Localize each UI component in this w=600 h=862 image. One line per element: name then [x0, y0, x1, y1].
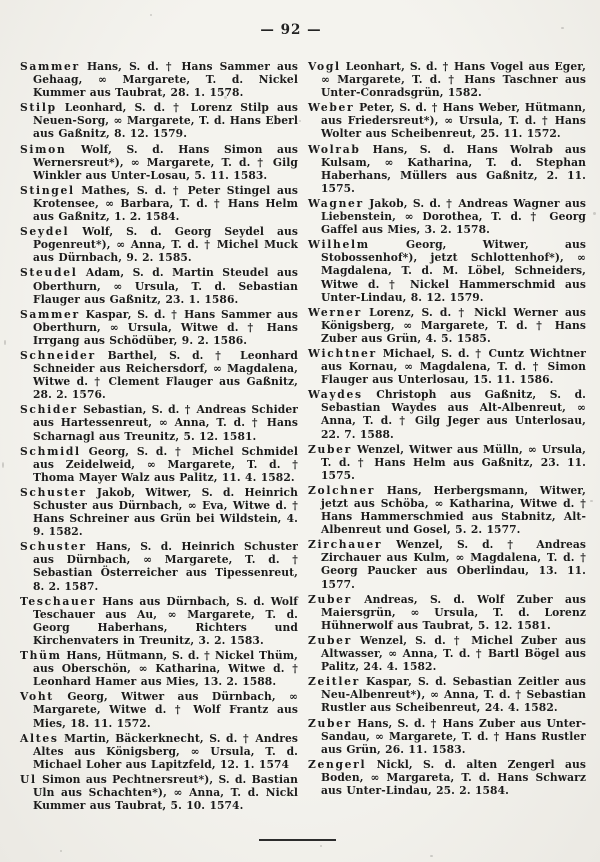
entry-details: Peter, S. d. † Hans Weber, Hütmann, aus Friedersreut*), ∞ Ursula, T. d. † Hans Wolter aus Scheibenreut, 25. 11. 1572.: [321, 101, 586, 141]
register-entry: [20, 266, 298, 305]
section-divider-rule: [259, 839, 336, 841]
scan-artifact: [224, 96, 227, 99]
register-entry: [308, 593, 586, 632]
register-entry: [308, 443, 586, 482]
entry-details: Hans, S. d. Hans Wolrab aus Kulsam, ∞ Katharina, T. d. Stephan Haberhans, Müllers aus Gaßnitz, 2. 11. 1575.: [321, 142, 586, 195]
register-entry: [308, 484, 586, 536]
register-entry: [308, 306, 586, 345]
register-entry: [20, 445, 298, 484]
entry-surname: Teschauer: [20, 594, 97, 608]
entry-surname: Stingel: [20, 183, 75, 197]
register-column-right: [308, 60, 586, 814]
entry-surname: Schuster: [20, 485, 87, 499]
register-entry: [308, 197, 586, 236]
register-entry: [308, 238, 586, 303]
entry-surname: Zuber: [308, 442, 352, 456]
entry-details: Wenzel, Witwer aus Mülln, ∞ Ursula, T. d. † Hans Helm aus Gaßnitz, 23. 11. 1575.: [321, 442, 586, 482]
entry-details: Hans aus Dürnbach, S. d. Wolf Teschauer aus Au, ∞ Margarete, T. d. Georg Haberhans, Richters und Kirchenvaters in Treunitz, 3. 2. 1583.: [33, 594, 299, 647]
entry-surname: Sammer: [20, 60, 80, 73]
entry-details: Wolf, S. d. Georg Seydel aus Pogenreut*), ∞ Anna, T. d. † Michel Muck aus Dürnbach, 9. 2. 1585.: [33, 225, 298, 265]
register-column-left: [20, 60, 298, 814]
entry-surname: Weber: [308, 101, 355, 115]
entry-details: Lorenz, S. d. † Nickl Werner aus Königsberg, ∞ Margarete, T. d. † Hans Zuber aus Grün, 4. 5. 1585.: [321, 305, 586, 345]
entry-surname: Sammer: [20, 307, 80, 321]
scan-artifact: [593, 212, 596, 215]
entry-details: Hans, S. d. † Hans Zuber aus Unter-Sandau, ∞ Margarete, T. d. † Hans Rustler aus Grün, 26. 11. 1583.: [321, 716, 587, 756]
register-entry: [308, 538, 586, 590]
entry-details: Leonhard, S. d. † Lorenz Stilp aus Neuen-Sorg, ∞ Margarete, T. d. Hans Eberl aus Gaßnitz, 8. 12. 1579.: [33, 101, 298, 141]
register-entry: [20, 403, 298, 442]
scan-artifact: [299, 120, 301, 122]
entry-details: Georg, S. d. † Michel Schmidel aus Zeidelweid, ∞ Margarete, T. d. † Thoma Mayer Walz aus Palitz, 11. 4. 1582.: [33, 444, 298, 484]
entry-surname: Zuber: [308, 633, 352, 647]
entry-details: Christoph aus Gaßnitz, S. d. Sebastian Waydes aus Alt-Albenreut, ∞ Anna, T. d. † Gilg Jeger aus Unterlosau, 22. 7. 1588.: [321, 388, 587, 441]
entry-surname: Stilp: [20, 101, 57, 115]
entry-surname: Voht: [20, 690, 54, 704]
entry-details: Martin, Bäckerknecht, S. d. † Andres Altes aus Königsberg, ∞ Ursula, T. d. Michael Loher aus Lapitzfeld, 12. 1. 1574: [33, 731, 298, 771]
entry-surname: Zuber: [308, 592, 352, 606]
register-entry: [20, 595, 298, 647]
scan-artifact: [4, 340, 6, 345]
register-entry: [308, 347, 586, 386]
register-entry: [308, 60, 586, 99]
register-entry: [20, 184, 298, 223]
register-entry: [20, 143, 298, 182]
entry-surname: Zolchner: [308, 483, 376, 497]
scan-artifact: [320, 845, 322, 847]
scan-artifact: [590, 500, 593, 502]
entry-surname: Zengerl: [308, 757, 367, 771]
scan-artifact: [2, 462, 4, 468]
register-entry: [308, 758, 586, 797]
entry-details: Wenzel, S. d. † Andreas Zirchauer aus Kulm, ∞ Magdalena, T. d. † Georg Paucker aus Oberlindau, 13. 11. 1577.: [321, 538, 586, 591]
entry-details: Kaspar, S. d. Sebastian Zeitler aus Neu-Albenreut*), ∞ Anna, T. d. † Sebastian Rustler aus Scheibenreut, 24. 4. 1582.: [321, 675, 587, 715]
entry-surname: Waydes: [308, 388, 363, 402]
entry-details: Simon aus Pechtnersreut*), S. d. Bastian Uln aus Schachten*), ∞ Anna, T. d. Nickl Kummer aus Taubrat, 5. 10. 1574.: [33, 772, 298, 813]
scan-artifact: [430, 855, 433, 857]
register-entry: [20, 225, 298, 264]
entry-details: Hans, S. d. Heinrich Schuster aus Dürnbach, ∞ Margarete, T. d. † Sebastian Österreicher aus Tipessenreut, 8. 2. 1587.: [33, 540, 298, 593]
entry-details: Hans, Hütmann, S. d. † Nickel Thüm, aus Oberschön, ∞ Katharina, Witwe d. † Leonhard Hamer aus Mies, 13. 2. 1588.: [33, 649, 299, 689]
entry-details: Nickl, S. d. alten Zengerl aus Boden, ∞ Margareta, T. d. Hans Schwarz aus Unter-Lindau, 25. 2. 1584.: [321, 757, 586, 797]
scan-artifact: [60, 850, 62, 852]
scan-artifact: [150, 14, 152, 16]
entry-surname: Seydel: [20, 225, 70, 239]
register-entry: [308, 634, 586, 673]
entry-details: Hans, Herbergsmann, Witwer, jetzt aus Schöba, ∞ Katharina, Witwe d. † Hans Hammerschmied aus Stabnitz, Alt-Albenreut und Gosel, 5. 2. 1577.: [321, 483, 586, 537]
entry-surname: Schmidl: [20, 444, 81, 458]
entry-surname: Wilhelm: [308, 238, 370, 252]
entry-details: Georg, Witwer, aus Stobossenhof*), jetzt Schlottenhof*), ∞ Magdalena, T. d. M. Löbel, Schneiders, Witwe d. † Nickel Hammerschmid aus Unter-Lindau, 8. 12. 1579.: [321, 238, 586, 304]
register-columns: [20, 60, 586, 814]
entry-surname: Schider: [20, 403, 78, 417]
entry-details: Andreas, S. d. Wolf Zuber aus Maiersgrün, ∞ Ursula, T. d. Lorenz Hühnerwolf aus Taubrat, 5. 12. 1581.: [321, 592, 586, 632]
entry-details: Sebastian, S. d. † Andreas Schider aus Hartessenreut, ∞ Anna, T. d. † Hans Scharnagl aus Treunitz, 5. 12. 1581.: [33, 403, 298, 443]
entry-surname: Thüm: [20, 649, 62, 663]
register-entry: [20, 773, 298, 812]
entry-surname: Vogl: [308, 60, 341, 73]
register-entry: [308, 101, 586, 140]
entry-surname: Simon: [20, 142, 67, 156]
entry-surname: Schuster: [20, 540, 87, 554]
scan-artifact: [488, 88, 490, 90]
register-entry: [20, 101, 298, 140]
entry-details: Michael, S. d. † Cuntz Wichtner aus Kornau, ∞ Magdalena, T. d. † Simon Flauger aus Unterlosau, 15. 11. 1586.: [321, 346, 586, 387]
entry-details: Wenzel, S. d. † Michel Zuber aus Altwasser, ∞ Anna, T. d. † Bartl Bögel aus Palitz, 24. 4. 1582.: [321, 633, 586, 674]
entry-details: Leonhart, S. d. † Hans Vogel aus Eger, ∞ Margarete, T. d. † Hans Taschner aus Unter-Conradsgrün, 1582.: [321, 60, 586, 100]
entry-details: Wolf, S. d. Hans Simon aus Wernersreut*), ∞ Margarete, T. d. † Gilg Winkler aus Unter-Losau, 5. 11. 1583.: [33, 142, 298, 182]
entry-details: Barthel, S. d. † Leonhard Schneider aus Reichersdorf, ∞ Magdalena, Witwe d. † Clement Flauger aus Gaßnitz, 28. 2. 1576.: [33, 348, 298, 402]
entry-surname: Schneider: [20, 348, 96, 362]
entry-surname: Altes: [20, 731, 59, 745]
register-entry: [20, 649, 298, 688]
entry-surname: Werner: [308, 305, 362, 319]
register-entry: [20, 540, 298, 592]
entry-surname: Zirchauer: [308, 538, 383, 552]
entry-details: Hans, S. d. † Hans Sammer aus Gehaag, ∞ Margarete, T. d. Nickel Kummer aus Taubrat, 28. 1. 1578.: [33, 60, 298, 100]
entry-details: Jakob, Witwer, S. d. Heinrich Schuster aus Dürnbach, ∞ Eva, Witwe d. † Hans Schreiner aus Grün bei Wildstein, 4. 9. 1582.: [33, 485, 298, 539]
entry-details: Jakob, S. d. † Andreas Wagner aus Liebenstein, ∞ Dorothea, T. d. † Georg Gaffel aus Mies, 3. 2. 1578.: [321, 196, 587, 237]
register-entry: [20, 486, 298, 538]
entry-details: Kaspar, S. d. † Hans Sammer aus Oberthurn, ∞ Ursula, Witwe d. † Hans Irrgang aus Schödüber, 9. 2. 1586.: [33, 307, 298, 347]
register-entry: [308, 388, 586, 440]
entry-surname: Wichtner: [308, 346, 377, 360]
entry-surname: Steudel: [20, 266, 78, 280]
register-entry: [20, 60, 298, 99]
register-entry: [308, 675, 586, 714]
register-entry: [20, 349, 298, 401]
scan-artifact: [561, 27, 564, 29]
entry-surname: Wolrab: [308, 142, 361, 156]
register-entry: [308, 143, 586, 195]
entry-details: Georg, Witwer aus Dürnbach, ∞ Margarete, Witwe d. † Wolf Frantz aus Mies, 18. 11. 1572.: [33, 690, 298, 730]
entry-details: Adam, S. d. Martin Steudel aus Oberthurn, ∞ Ursula, T. d. Sebastian Flauger aus Gaßnitz, 23. 1. 1586.: [33, 266, 299, 306]
register-entry: [308, 717, 586, 756]
entry-details: Mathes, S. d. † Peter Stingel aus Krotensee, ∞ Barbara, T. d. † Hans Helm aus Gaßnitz, 1. 2. 1584.: [33, 183, 298, 224]
register-entry: [20, 690, 298, 729]
entry-surname: Ul: [20, 772, 37, 786]
register-entry: [20, 732, 298, 771]
page-number: — 92 —: [260, 22, 322, 38]
entry-surname: Wagner: [308, 196, 364, 210]
register-entry: [20, 308, 298, 347]
entry-surname: Zeitler: [308, 675, 360, 689]
entry-surname: Zuber: [308, 716, 352, 730]
